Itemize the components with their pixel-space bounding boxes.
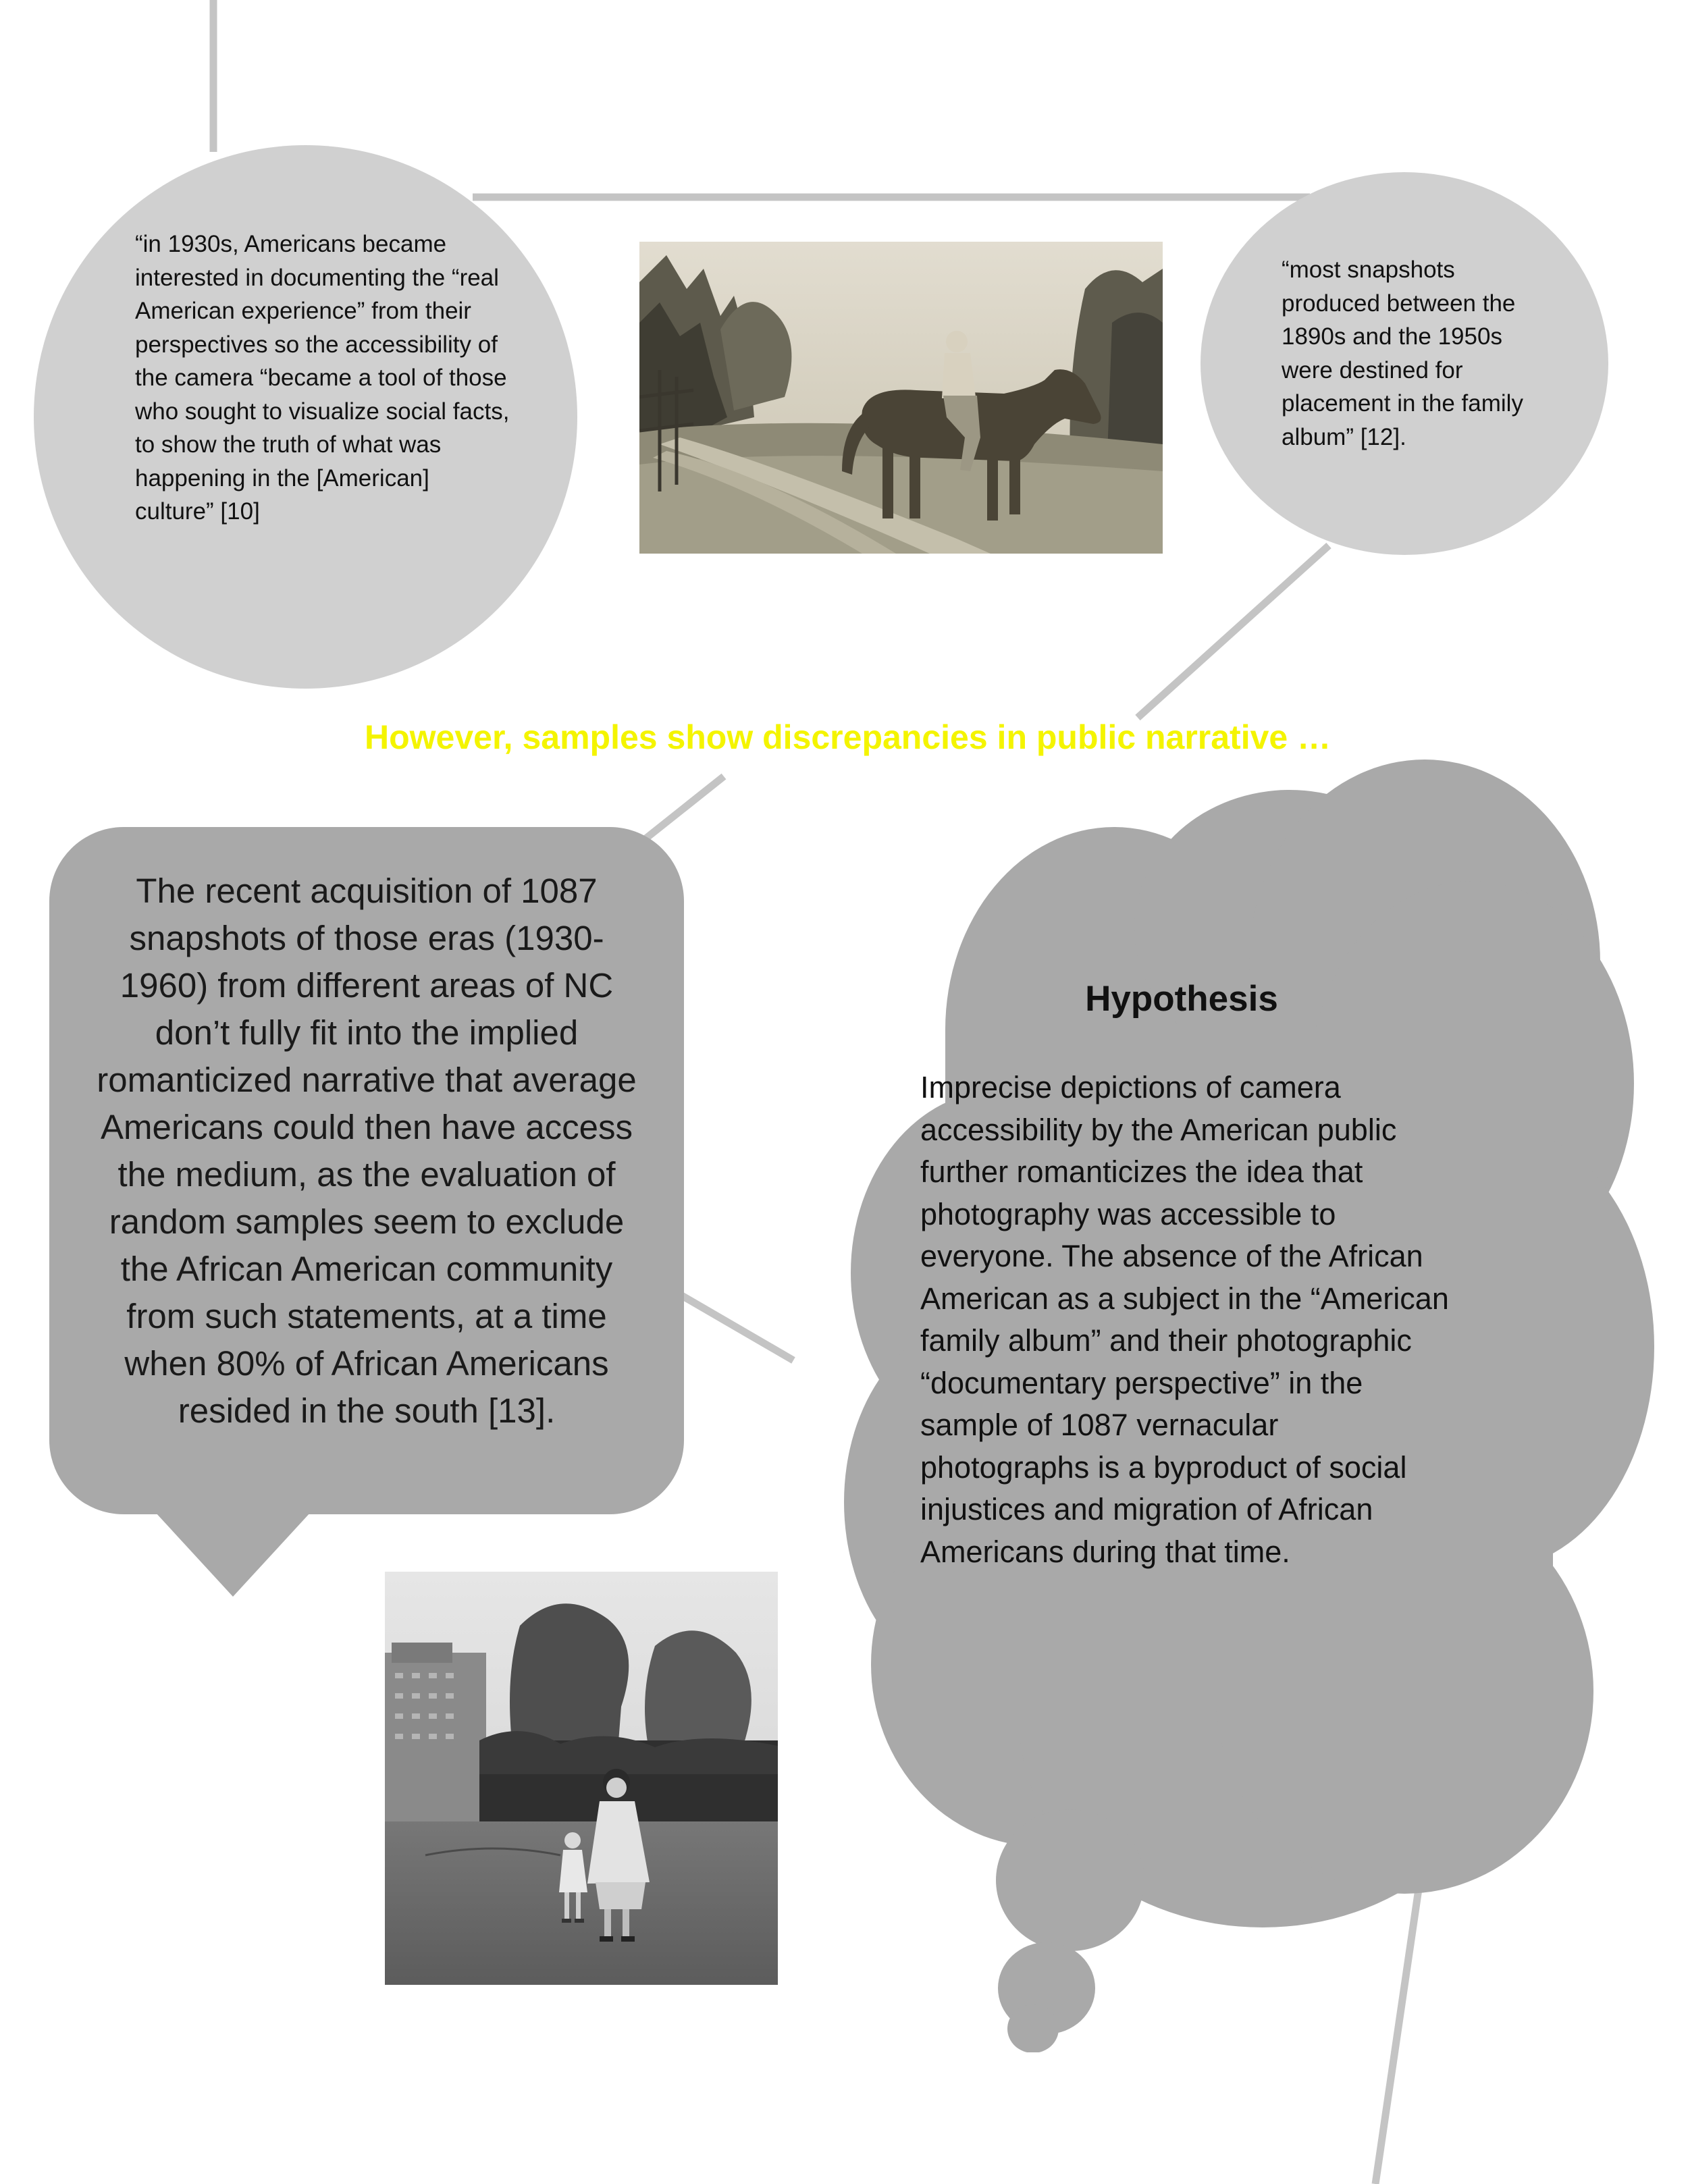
callout-text: The recent acquisition of 1087 snapshots of those eras (1930-1960) from different areas of NC don’t fully fit into the implied romanticized narrative that average Americans could then have access the medium, as the evaluation of random samples seem to exclude the African American community from such statements, at a time when 80% of African Americans resided in the south [13]. bbox=[97, 872, 637, 1430]
quote-right-text: “most snapshots produced between the 1890s and the 1950s were destined for placement in the family album” [12]. bbox=[1282, 257, 1523, 450]
callout-tail bbox=[155, 1512, 311, 1597]
quote-circle-right bbox=[1201, 172, 1608, 555]
woman-child-photo bbox=[385, 1572, 778, 1985]
acquisition-callout bbox=[49, 827, 684, 1514]
hypothesis-title: Hypothesis bbox=[1085, 979, 1278, 1019]
connector-banner-to-callout bbox=[635, 776, 724, 847]
connector-right-diagonal bbox=[1138, 545, 1329, 718]
quote-circle-left bbox=[34, 145, 577, 689]
horse-rider-photo bbox=[639, 242, 1163, 554]
hypothesis-body: Imprecise depictions of camera accessibility by the American public further romanticizes the idea that photography was accessible to everyone. The absence of the African American as a subject in the “American family album” and their photographic “documentary perspective” in the sample of 1087 vernacular photographs is a byproduct of social injustices and migration of African Americans during that time. bbox=[920, 1070, 1449, 1569]
discrepancy-banner: However, samples show discrepancies in public narrative … bbox=[365, 718, 1331, 756]
quote-left-text: “in 1930s, Americans became interested in documenting the “real American experience” from their perspectives so the accessibility of the camera “became a tool of those who sought to visualize social facts, to show the truth of what was happening in the [American] culture” [10] bbox=[135, 231, 510, 525]
